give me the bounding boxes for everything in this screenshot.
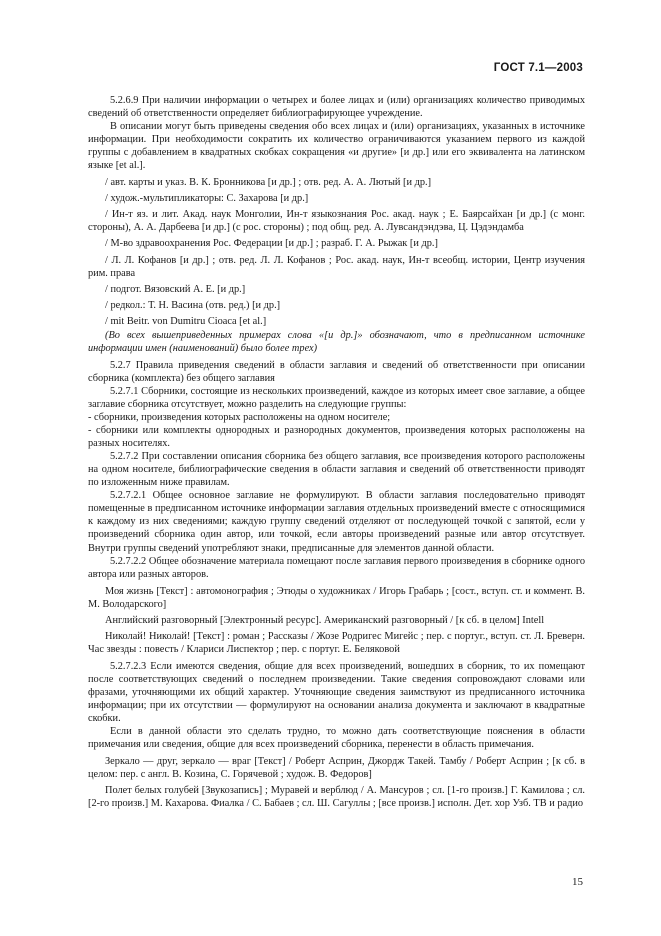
example-entry: / редкол.: Т. Н. Васина (отв. ред.) [и др.]: [105, 299, 281, 311]
example-entry: Николай! Николай! [Текст] : роман ; Рассказы / Жозе Родригес Мигейс ; пер. с португ., вступ. ст. Л. Бреверн. Час звезды : повесть / Клариси Лиспектор ; пер. с португ. Е. Беляковой: [88, 630, 585, 655]
example-entry: / mit Beitr. von Dumitru Cioaca [et al.]: [105, 315, 267, 327]
paragraph: 5.2.7.2 При составлении описания сборника без общего заглавия, все произведения которого расположены на одном носителе, библиографические сведения в области заглавия и сведений об ответственности приводят по изложенным ниже правилам.: [88, 451, 585, 489]
example-entry: / Ин-т яз. и лит. Акад. наук Монголии, Ин-т языкознания Рос. акад. наук ; Е. Баярсайхан [и др.] (с монг. стороны), А. А. Дарбеева [и др.] (с рос. стороны) ; под общ. ред. А. Лувсандэндэва, Ц. Цэдэндамба: [88, 209, 585, 234]
paragraph: Если в данной области это сделать трудно, то можно дать соответствующие пояснения в области примечания или сведения, общие для всех произведений сборника, перенести в область примечания.: [88, 726, 585, 751]
list-item: - сборники или комплекты однородных и разнородных документов, произведения которых расположены на разных носителях.: [88, 425, 585, 450]
example-entry: / худож.-мультипликаторы: С. Захарова [и др.]: [105, 193, 309, 205]
paragraph: 5.2.7.2.3 Если имеются сведения, общие для всех произведений, вошедших в сборник, то их помещают после соответствующих сведений о последнем произведении. Такие сведения сопровождают словами или фразами, уточняющими их общий характер. Уточняющие сведения заимствуют из предписанного источника информации; при их отсутствии — формулируют на основании анализа документа и заключают в квадратные скобки.: [88, 660, 585, 725]
example-entry: Полет белых голубей [Звукозапись] ; Муравей и верблюд / А. Мансуров ; сл. [1-го произв.] Г. Камилова ; сл. [2-го произв.] М. Кахарова. Фиалка / С. Бабаев ; сл. Ш. Сагуллы ; [все произв.] исполн. Дет. хор Узб. ТВ и радио: [88, 785, 585, 810]
paragraph: В описании могут быть приведены сведения обо всех лицах и (или) организациях, указанных в источнике информации. При необходимости сократить их количество ограничиваются указанием первого из каждой группы с добавлением в квадратных скобках сокращения «и другие» [и др.] или его эквивалента на латинском языке [et al.].: [88, 121, 585, 172]
paragraph: 5.2.7.2.1 Общее основное заглавие не формулируют. В области заглавия последовательно приводят помещенные в предписанном источнике информации заглавия отдельных произведений вместе с относящимися к каждому из них сведениями; каждую группу сведений отделяют от последующей точкой с запятой, если у произведений сборника один автор, или точкой, если авторы произведений разные или автор отсутствует. Внутри группы сведений употребляют знаки, предписанные для элементов данной области.: [88, 490, 585, 554]
note-paragraph: (Во всех вышеприведенных примерах слова «[и др.]» обозначают, что в предписанном источнике информации имен (наименований) было более трех): [88, 329, 585, 354]
paragraph: 5.2.7 Правила приведения сведений в области заглавия и сведений об ответственности при описании сборника (комплекта) без общего заглавия: [88, 359, 585, 384]
example-entry: Зеркало — друг, зеркало — враг [Текст] / Роберт Асприн, Джордж Такей. Тамбу / Роберт Асприн ; [к сб. в целом: пер. с англ. В. Козина, С. Горячевой ; худож. В. Федоров]: [88, 756, 585, 781]
example-entry: Моя жизнь [Текст] : автомонография ; Этюды о художниках / Игорь Грабарь ; [сост., вступ. ст. и коммент. В. М. Володарского]: [88, 585, 585, 610]
example-entry: Английский разговорный [Электронный ресурс]. Американский разговорный / [к сб. в целом] Intell: [105, 614, 545, 626]
standard-header: ГОСТ 7.1—2003: [493, 62, 583, 74]
example-entry: / Л. Л. Кофанов [и др.] ; отв. ред. Л. Л. Кофанов ; Рос. акад. наук, Ин-т всеобщ. истории, Центр изучения рим. права: [88, 254, 585, 279]
paragraph: 5.2.7.2.2 Общее обозначение материала помещают после заглавия первого произведения в сборнике одного автора или разных авторов.: [88, 555, 585, 580]
paragraph: 5.2.7.1 Сборники, состоящие из нескольких произведений, каждое из которых имеет свое заглавие, а общее заглавие сборника отсутствует, можно разделить на следующие группы:: [88, 385, 585, 410]
document-body: [88, 94, 585, 810]
page-number: 15: [572, 876, 583, 888]
list-item: - сборники, произведения которых расположены на одном носителе;: [88, 412, 391, 424]
example-entry: / М-во здравоохранения Рос. Федерации [и др.] ; разраб. Г. А. Рыжак [и др.]: [105, 238, 438, 250]
paragraph: 5.2.6.9 При наличии информации о четырех и более лицах и (или) организациях количество приводимых сведений об ответственности определяет библиографирующее учреждение.: [88, 95, 585, 120]
example-entry: / авт. карты и указ. В. К. Бронникова [и др.] ; отв. ред. А. А. Лютый [и др.]: [105, 177, 432, 189]
example-entry: / подгот. Вязовский А. Е. [и др.]: [105, 283, 246, 295]
